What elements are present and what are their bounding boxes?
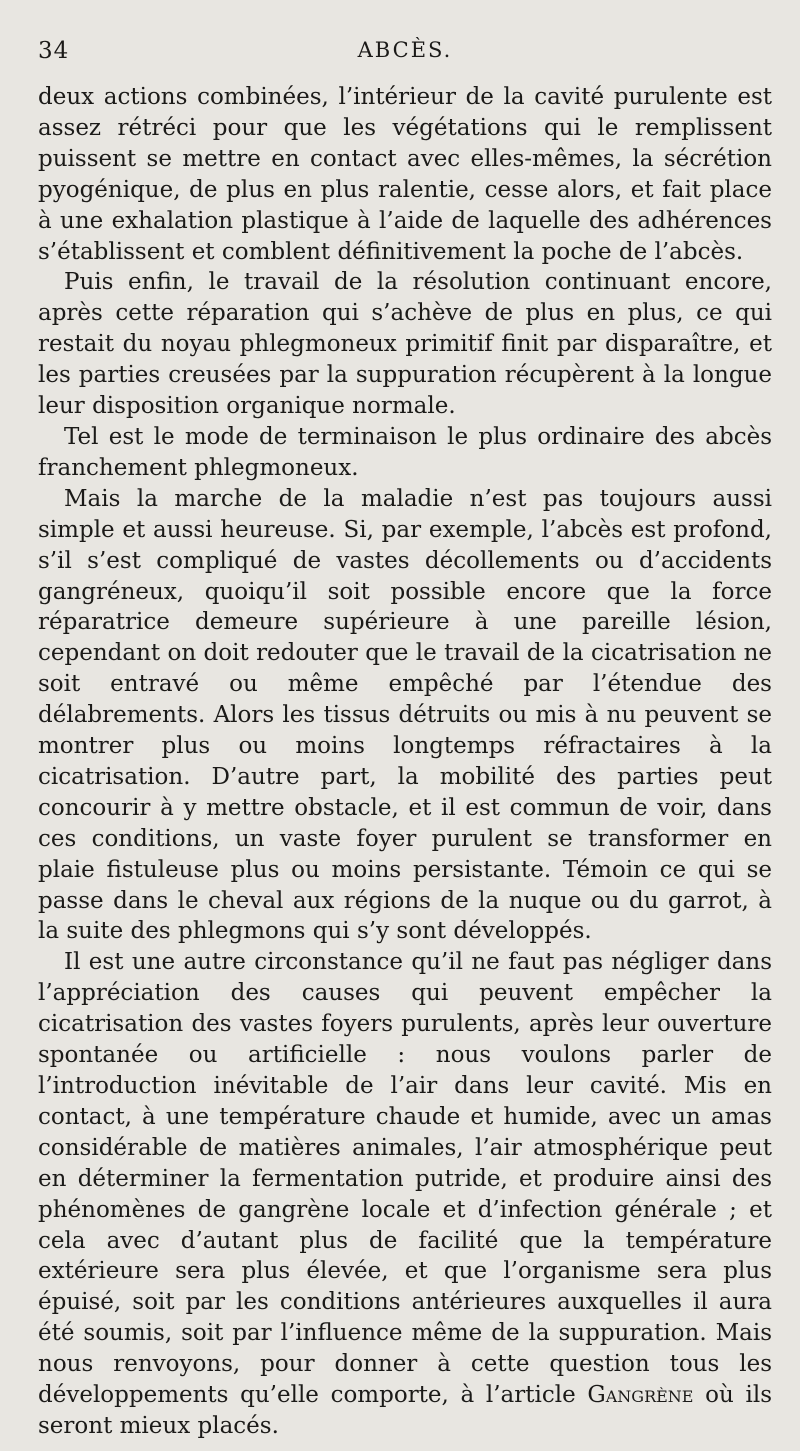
page-number: 34 [38,38,70,64]
paragraph-5-text: Il est une autre circonstance qu’il ne faut pas négliger dans l’appréciation des causes qui peuvent empêcher la cicatrisation des vastes foyers purulents, après leur ouverture spontanée ou artificielle : nous voulons parler de l’introduction inévitable de l’air dans leur cavité. Mis en contact, à une température chaude et humide, avec un amas considérable de matières animales, l’air atmosphérique peut en déterminer la fermentation putride, et produire ainsi des phénomènes de gangrène locale et d’infection générale ; et cela avec d’autant plus de facilité que la température extérieure sera plus élevée, et que l’organisme sera plus épuisé, soit par les conditions antérieures auxquelles il aura été soumis, soit par l’influence même de la suppuration. Mais nous renvoyons, pour donner à cette question tous les développements qu’elle comporte, à l’article [38,949,772,1409]
paragraph-2: Puis enfin, le travail de la résolution continuant encore, après cette réparation qui s’achève de plus en plus, ce qui restait du noyau phlegmoneux primitif finit par disparaître, et les parties creusées par la suppuration récupèrent à la longue leur disposition organique normale. [38,269,772,420]
paragraph-3: Tel est le mode de terminaison le plus ordinaire des abcès franchement phlegmoneux. [38,423,772,481]
paragraph-1: deux actions combinées, l’intérieur de la cavité purulente est assez rétréci pour que les végétations qui le remplissent puissent se mettre en contact avec elles-mêmes, la sécrétion pyogénique, de plus en plus ralentie, cesse alors, et fait place à une exhalation plastique à l’aide de laquelle des adhérences s’établissent et comblent définitivement la poche de l’abcès. [38,84,772,265]
article-reference: Gangrène [587,1382,694,1409]
running-title: ABCÈS. [357,38,453,62]
page-header [38,0,772,64]
paragraph-5-ending: où ils seront mieux placés. [38,1382,772,1439]
body-text [38,82,772,1442]
paragraph-4: Mais la marche de la maladie n’est pas toujours aussi simple et aussi heureuse. Si, par exemple, l’abcès est profond, s’il s’est compliqué de vastes décollements ou d’accidents gangréneux, quoiqu’il soit possible encore que la force réparatrice demeure supérieure à une pareille lésion, cependant on doit redouter que le travail de la cicatrisation ne soit entravé ou même empêché par l’étendue des délabrements. Alors les tissus détruits ou mis à nu peuvent se montrer plus ou moins longtemps réfractaires à la cicatrisation. D’autre part, la mobilité des parties peut concourir à y mettre obstacle, et il est commun de voir, dans ces conditions, un vaste foyer purulent se transformer en plaie fistuleuse plus ou moins persistante. Témoin ce qui se passe dans le cheval aux régions de la nuque ou du garrot, à la suite des phlegmons qui s’y sont développés. [38,485,772,945]
paragraph-5 [38,947,772,1442]
